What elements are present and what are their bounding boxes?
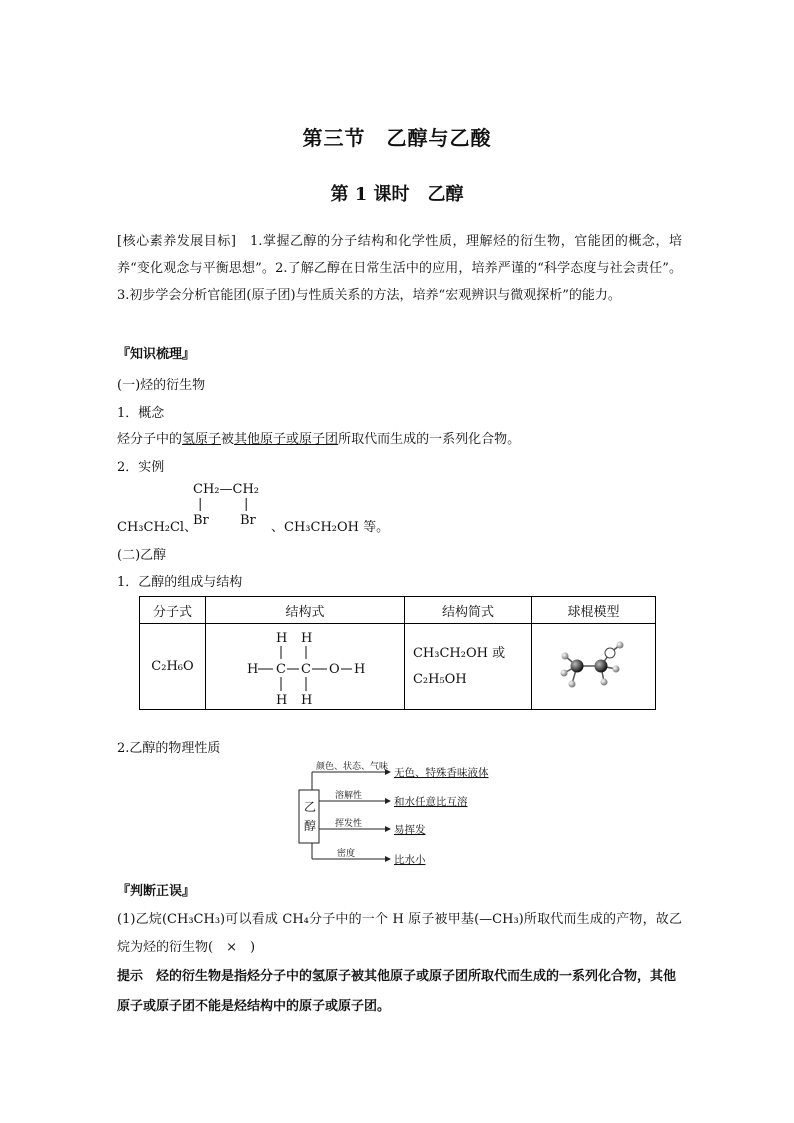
structural-formula-cell: [205, 624, 404, 710]
hint-label: 提示: [117, 969, 144, 984]
box-char-1: 乙: [304, 800, 317, 814]
prop-label-volatility: 挥发性: [335, 819, 363, 829]
simple-formula-2: C₂H₅OH: [412, 671, 467, 687]
box-char-2: 醇: [304, 819, 317, 833]
goals-text: 1.掌握乙醇的分子结构和化学性质，理解烃的衍生物，官能团的概念，培养“变化观念与平衡思想”。2.了解乙醇在日常生活中的应用，培养严谨的“科学态度与社会责任”。3.初步学会分析官能团(原子团)与性质关系的方法，培养“宏观辨识与微观探析”的能力。: [117, 234, 682, 303]
hint-text: 烃的衍生物是指烃分子中的氢原子被其他原子或原子团所取代而生成的一系列化合物，其他原子或原子团不能是烃结构中的原子或原子团。: [117, 969, 677, 1014]
core-goals: [117, 228, 682, 309]
prop-label-color: 颜色、状态、气味: [316, 762, 389, 772]
prop-label-solubility: 溶解性: [335, 791, 363, 801]
ethanol-structure-table: [139, 596, 656, 710]
prop-value-volatility: 易挥发: [394, 824, 426, 836]
hydrogen-atom: [616, 642, 623, 649]
simple-formula-1: CH₃CH₂OH 或: [412, 645, 506, 661]
oxygen-atom: [605, 648, 615, 658]
dibromoethane-top: CH₂—CH₂: [193, 482, 259, 497]
atom-h-right: H: [353, 662, 366, 677]
example-b: 、CH₃CH₂OH 等。: [271, 520, 390, 535]
prop-value-color: 无色、特殊香味液体: [394, 767, 489, 779]
atom-c1: C: [275, 662, 286, 677]
lesson-title: 第 1 课时 乙醇: [330, 184, 464, 205]
atom-h-left: H: [246, 662, 259, 677]
part1-heading: (一)烃的衍生物: [117, 378, 206, 393]
ball-stick-model-cell: [531, 624, 655, 710]
bond-bar-1: |: [198, 497, 203, 512]
prop-label-density: 密度: [337, 849, 356, 859]
blank-hydrogen: 氢原子: [182, 432, 222, 447]
hydrogen-atom: [600, 679, 607, 686]
atom-h-bot1: H: [275, 693, 288, 708]
bromine-1: Br: [193, 513, 209, 528]
header-model: 球棍模型: [531, 597, 655, 624]
carbon-atom-2: [594, 660, 607, 673]
ball-stick-model: [532, 624, 655, 709]
structural-formula: [206, 624, 404, 709]
hydrogen-atom: [612, 666, 619, 673]
prop-value-solubility: 和水任意比互溶: [394, 796, 468, 808]
ethanol-box: [299, 790, 319, 843]
example-a: CH₃CH₂Cl、: [117, 520, 198, 535]
carbon-atom-1: [570, 660, 583, 673]
atom-o: O: [328, 662, 340, 677]
knowledge-heading: 『知识梳理』: [117, 347, 196, 362]
atom-h-top2: H: [300, 631, 313, 646]
hint: [117, 962, 682, 1022]
question-1: (1)乙烷(CH₃CH₃)可以看成 CH₄分子中的一个 H 原子被甲基(—CH₃)所取代而生成的产物，故乙烷为烃的衍生物( × ): [117, 912, 682, 955]
hydrogen-atom: [561, 653, 568, 660]
header-formula: 分子式: [140, 597, 206, 624]
struct-title: 1．乙醇的组成与结构: [117, 575, 243, 590]
concept-title: 1．概念: [117, 406, 165, 421]
hydrogen-atom: [560, 670, 567, 677]
prop-value-density: 比水小: [394, 854, 426, 866]
example-title: 2．实例: [117, 460, 165, 475]
header-simple: 结构简式: [404, 597, 531, 624]
judge-heading: 『判断正误』: [117, 884, 196, 899]
blank-other-atoms: 其他原子或原子团: [234, 432, 339, 447]
concept-text: 烃分子中的氢原子被其他原子或原子团所取代而生成的一系列化合物。: [117, 432, 521, 447]
goals-label: [核心素养发展目标]: [117, 234, 236, 249]
atom-c2: C: [300, 662, 311, 677]
physical-properties-diagram: [290, 758, 490, 870]
atom-h-top1: H: [275, 631, 288, 646]
molecular-formula: C₂H₆O: [140, 624, 206, 710]
bond-bar-2: |: [244, 497, 249, 512]
bromine-2: Br: [240, 513, 256, 528]
part2-heading: (二)乙醇: [117, 548, 167, 563]
header-structural: 结构式: [205, 597, 404, 624]
section-title: 第三节 乙醇与乙酸: [302, 126, 492, 150]
physical-title: 2.乙醇的物理性质: [117, 741, 221, 756]
simple-formula-cell: [404, 624, 531, 710]
atom-h-bot2: H: [300, 693, 313, 708]
hydrogen-atom: [568, 681, 575, 688]
